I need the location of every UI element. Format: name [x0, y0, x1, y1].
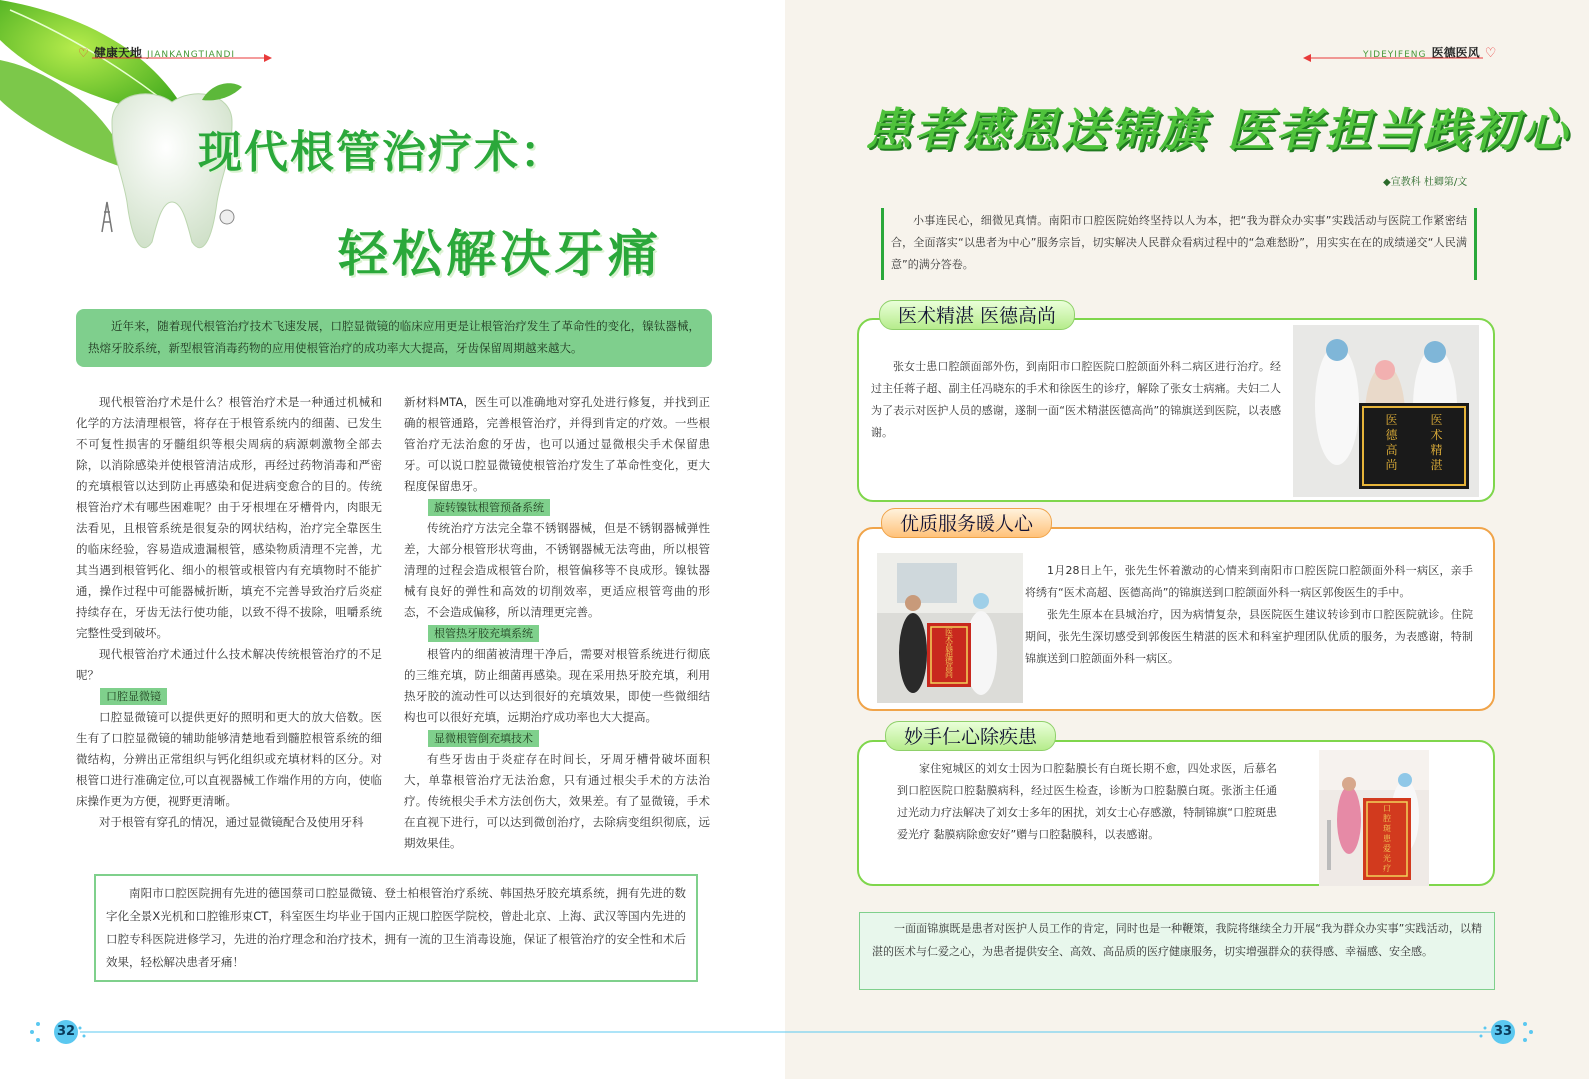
- paragraph: 传统治疗方法完全靠不锈钢器械，但是不锈钢器械弹性差，大部分根管形状弯曲，不锈钢器械无法弯曲，所以根管清理的过程会造成根管台阶，根管偏移等不良成形。镍钛器械有良好的弹性和高效的切削效率，更适应根管弯曲的形态，不会造成偏移，所以清理更完善。: [404, 521, 710, 619]
- section-1-title: 医术精湛 医德高尚: [879, 300, 1075, 330]
- banner-char: 口: [1383, 804, 1391, 813]
- banner-text: [932, 629, 966, 681]
- heart-icon: ♡: [78, 46, 89, 60]
- left-footer-text: 南阳市口腔医院拥有先进的德国蔡司口腔显微镜、登士柏根管治疗系统、韩国热牙胶充填系统，拥有先进的数字化全景X光机和口腔锥形束CT，科室医生均毕业于国内正规口腔医学院校，曾赴北京、上海、武汉等国内先进的口腔专科医院进修学习，先进的治疗理念和治疗技术，拥有一流的卫生消毒设施，保证了根管治疗的安全性和术后效果，轻松解决患者牙痛！: [106, 886, 686, 969]
- section-1-text: 张女士患口腔颌面部外伤，到南阳市口腔医院口腔颌面外科二病区进行治疗。经过主任蒋子超、副主任冯晓东的手术和徐医生的诊疗，解除了张女士病痛。夫妇二人为了表示对医护人员的感谢，遂制一面“医术精湛医德高尚”的锦旗送到医院，以表感谢。: [871, 360, 1281, 439]
- left-header-pinyin: JIANKANGTIANDI: [146, 50, 236, 60]
- left-intro-text: 近年来，随着现代根管治疗技术飞速发展，口腔显微镜的临床应用更是让根管治疗发生了革命性的变化，镍钛器械，热熔牙胶系统，新型根管消毒药物的应用使根管治疗的成功率大大提高，牙齿保留周期越来越大。: [88, 319, 700, 355]
- subheading-tag: 旋转镍钛根管预备系统: [428, 499, 550, 516]
- section-1-photo: [1293, 325, 1479, 497]
- right-title: 患者感恩送锦旗 医者担当践初心: [865, 103, 1571, 157]
- paragraph: 有些牙齿由于炎症存在时间长，牙周牙槽骨破坏面积大，单靠根管治疗无法治愈，只有通过根尖手术的方法治疗。传统根尖手术方法创伤大，效果差。有了显微镜，手术在直视下进行，可以达到微创治疗，去除病变组织彻底，远期效果佳。: [404, 752, 710, 850]
- section-3-photo: [1319, 750, 1429, 886]
- paragraph: 新材料MTA，医生可以准确地对穿孔处进行修复，并找到正确的根管通路，完善根管治疗，并得到肯定的疗效。一些根管治疗无法治愈的牙齿，也可以通过显微根尖手术保留患牙。可以说口腔显微镜使根管治疗发生了革命性变化，更大程度保留患牙。: [404, 395, 710, 493]
- section-2-text-block: [1025, 560, 1473, 670]
- paragraph: 现代根管治疗术是什么？根管治疗术是一种通过机械和化学的方法清理根管，将存在于根管系统内的细菌、已发生不可复性损害的牙髓组织等根尖周病的病源刺激物全部去除，以消除感染并使根管清洁成形，再经过药物消毒和严密的充填根管以达到防止再感染和促进病变愈合的目的。传统根管治疗术有哪些困难呢？由于牙根埋在牙槽骨内，肉眼无法看见，且根管系统是很复杂的网状结构，治疗完全靠医生的临床经验，容易造成遗漏根管，感染物质清理不完善，尤其当遇到根管钙化、细小的根管或根管内有充填物时不能扩通，操作过程中可能器械折断，填充不完善导致治疗后炎症持续存在，牙齿无法行使功能，以致不得不拔除，咀嚼系统完整性受到破坏。: [76, 395, 382, 640]
- section-2-photo: [877, 553, 1023, 703]
- left-title-line1: 现代根管治疗术：: [198, 127, 566, 178]
- banner-char: 医: [1430, 413, 1443, 427]
- section-1-text-block: [871, 356, 1281, 444]
- left-column-2: [404, 392, 710, 854]
- right-footer-rule: [785, 1020, 1589, 1044]
- section-2-text-p2: 张先生原本在县城治疗，因为病情复杂，县医院医生建议转诊到市口腔医院就诊。住院期间，张先生深切感受到郭俊医生精湛的医术和科室护理团队优质的服务，为表感谢，特制锦旗送到口腔颌面外科一病区。: [1025, 608, 1473, 665]
- banner-char: 患: [1383, 834, 1391, 843]
- header-arrow-icon: [1303, 54, 1483, 62]
- banner-char: 医: [945, 628, 953, 637]
- banner-char: 超: [945, 649, 953, 658]
- left-column-1: [76, 392, 382, 833]
- banner-char: 腔: [1383, 814, 1391, 823]
- banner-char: 高: [1385, 443, 1398, 457]
- banner-char: 光: [1383, 854, 1391, 863]
- subheading-tag: 根管热牙胶充填系统: [428, 625, 539, 642]
- left-footer-rule: [0, 1020, 785, 1044]
- section-3-text: 家住宛城区的刘女士因为口腔黏膜长有白斑长期不愈，四处求医，后慕名到口腔医院口腔黏膜病科，经过医生检查，诊断为口腔黏膜白斑。张浙主任通过光动力疗法解决了刘女士多年的困扰，刘女士心存感激，特制锦旗“口腔斑患爱光疗 黏膜病除愈安好”赠与口腔黏膜科，以表感谢。: [897, 762, 1277, 841]
- closing-text: 一面面锦旗既是患者对医护人员工作的肯定，同时也是一种鞭策，我院将继续全力开展“我为群众办实事”实践活动，以精湛的医术与仁爱之心，为患者提供安全、高效、高品质的医疗健康服务，切实增强群众的获得感、幸福感、安全感。: [872, 922, 1482, 958]
- right-byline: ◆宣教科 杜卿第/文: [1383, 177, 1468, 188]
- banner-char: 爱: [1383, 844, 1391, 853]
- left-title-line2: 轻松解决牙痛: [338, 225, 662, 283]
- left-page: [0, 0, 785, 1079]
- banner-char: 德: [1385, 428, 1398, 442]
- right-intro: [891, 210, 1467, 276]
- paragraph: 现代根管治疗术通过什么技术解决传统根管治疗的不足呢？: [76, 647, 382, 682]
- closing-box: [859, 912, 1495, 990]
- left-header-label: 健康天地: [93, 46, 142, 60]
- right-header-label: 医德医风: [1431, 46, 1480, 60]
- heart-icon: ♡: [1484, 46, 1497, 61]
- banner-char: 斑: [1383, 824, 1391, 833]
- banner-char: 术: [1430, 428, 1443, 442]
- paragraph: 对于根管有穿孔的情况，通过显微镜配合及使用牙科: [99, 815, 364, 829]
- left-page-number: 32: [54, 1020, 78, 1044]
- right-page: [785, 0, 1589, 1079]
- section-3-title: 妙手仁心除疾患: [885, 721, 1056, 751]
- banner-char: 湛: [1430, 458, 1443, 472]
- subheading-tag: 显微根管倒充填技术: [428, 730, 539, 747]
- banner-char: 术: [945, 635, 953, 644]
- section-2-text-p1: 1月28日上午，张先生怀着激动的心情来到南阳市口腔医院口腔颌面外科一病区，亲手将绣有“医术高超、医德高尚”的锦旗送到口腔颌面外科一病区郭俊医生的手中。: [1025, 564, 1473, 599]
- banner-char: 德: [945, 656, 953, 665]
- header-arrow-icon: [92, 54, 272, 62]
- banner-char: 高: [945, 642, 953, 651]
- banner-char: 尚: [1385, 458, 1398, 472]
- paragraph: 根管内的细菌被清理干净后，需要对根管系统进行彻底的三维充填，防止细菌再感染。现在采用热牙胶充填，利用热牙胶的流动性可以达到很好的充填效果，即使一些微细结构也可以很好充填，远期治疗成功率也大大提高。: [404, 647, 710, 724]
- left-footer-box: [94, 874, 698, 982]
- paragraph: 口腔显微镜可以提供更好的照明和更大的放大倍数。医生有了口腔显微镜的辅助能够清楚地看到髓腔根管系统的细微结构，分辨出正常组织与钙化组织或充填材料的区分。对根管口进行准确定位,可以直视器械工作端作用的方向，使临床操作更为方便，视野更清晰。: [76, 710, 382, 808]
- right-intro-text: 小事连民心，细微见真情。南阳市口腔医院始终坚持以人为本，把“我为群众办实事”实践活动与医院工作紧密结合，全面落实“以患者为中心”服务宗旨，切实解决人民群众看病过程中的“急难愁盼”，用实实在在的成绩递交“人民满意”的满分答卷。: [891, 214, 1467, 271]
- subheading-tag: 口腔显微镜: [100, 688, 167, 705]
- banner-text: [1368, 804, 1406, 874]
- right-page-number: 33: [1491, 1020, 1515, 1044]
- banner-char: 精: [1430, 443, 1443, 457]
- banner-char: 医: [1385, 413, 1398, 427]
- banner-char: 尚: [945, 670, 953, 679]
- banner-char: 高: [945, 663, 953, 672]
- banner-text: [1369, 413, 1459, 473]
- banner-char: 疗: [1383, 864, 1391, 873]
- left-intro-box: [76, 309, 712, 367]
- right-header-pinyin: YIDEYIFENG: [1363, 50, 1427, 60]
- section-3-text-block: [897, 758, 1277, 846]
- section-2-title: 优质服务暖人心: [881, 508, 1052, 538]
